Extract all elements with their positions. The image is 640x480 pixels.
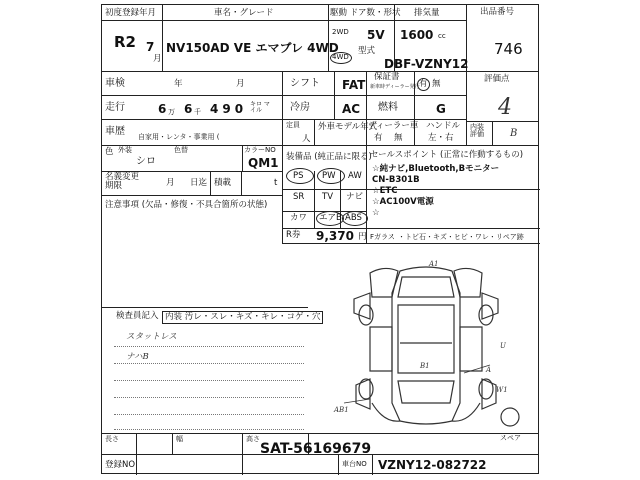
interior-value: B [510, 128, 518, 139]
equip-sr: SR [293, 192, 305, 202]
handle-label: ハンドル [426, 121, 461, 131]
score-value: 4 [498, 95, 512, 120]
lot-value: 746 [494, 40, 523, 58]
drive-4wd: 4WD [332, 53, 349, 61]
ac-label: 冷房 [290, 102, 310, 113]
score-label: 評価点 [484, 74, 510, 84]
inspector-note-1: スタットレス [126, 332, 177, 342]
load-unit: t [274, 178, 278, 188]
dealer-no: 無 [394, 133, 403, 143]
inspection-month-unit: 月 [236, 79, 245, 89]
history-sub: 自家用・レンタ・事業用 ( [138, 133, 220, 141]
sales-line-3: ☆ETC [372, 186, 398, 196]
color-change-label: 色替 [174, 146, 188, 154]
watermark: SAT-56169679 [260, 441, 372, 457]
color-exterior-label: 外装 [118, 146, 132, 154]
inspector-line-2 [114, 363, 304, 364]
interior-label: 内装 評価 [470, 123, 484, 138]
drive-door-label: 駆動 ドア数・形状 [330, 8, 401, 18]
length-label: 長さ [105, 435, 119, 443]
equip-ps: PS [293, 171, 304, 181]
sketch-mark-w1: W1 [496, 386, 508, 394]
mileage-unit-1: 万 [168, 108, 175, 116]
height-label: 高さ [246, 435, 260, 443]
ac-value: AC [342, 102, 361, 116]
equip-abs: ABS [345, 213, 362, 223]
dealer-label: ディーラー車 [368, 121, 419, 131]
drive-2wd: 2WD [332, 28, 349, 36]
inspector-line-4 [114, 397, 304, 398]
spare-label: スペア [500, 434, 521, 442]
recycle-value: 9,370 [316, 229, 354, 243]
inspector-line-6 [114, 429, 304, 430]
door-value: 5V [367, 28, 385, 42]
load-label: 積載 [214, 178, 232, 188]
name-grade-label: 車名・グレード [214, 8, 274, 18]
equip-pw: PW [322, 171, 336, 181]
inspector-tags: 内装 汚レ・スレ・キズ・キレ・コゲ・穴 [162, 311, 323, 324]
history-label: 車歴 [105, 126, 125, 137]
warranty-sub: 新車時ディーラー発行 [370, 84, 420, 90]
chassis-value: VZNY12-082722 [378, 458, 487, 472]
sketch-mark-a1: A1 [429, 260, 439, 268]
mileage-value-1: 6 [158, 102, 167, 116]
sales-line-2: CN-B301B [372, 175, 420, 185]
warranty-no: 無 [432, 79, 441, 89]
sales-line-5: ☆ [372, 208, 380, 218]
inspector-line-5 [114, 414, 304, 415]
warranty-label: 保証書 [374, 72, 400, 82]
handle-value: 左・右 [428, 133, 454, 143]
name-grade-value: NV150AD VE エマブレ 4WD [166, 41, 339, 55]
name-change-label: 名義変更 期限 [105, 172, 140, 191]
recycle-unit: 円 [358, 232, 367, 242]
color-label: 色 [105, 147, 114, 157]
reg-month-value: 7 [146, 40, 155, 54]
sales-line-1: ☆純ナビ,Bluetooth,Bモニター [372, 164, 500, 174]
displacement-value: 1600 [400, 28, 434, 42]
sales-line-4: ☆AC100V電源 [372, 197, 434, 207]
recycle-label: R券 [286, 230, 301, 240]
capacity-unit: 人 [302, 134, 311, 144]
inspector-line-1 [114, 346, 304, 347]
equip-navi: ナビ [346, 192, 364, 202]
displacement-label: 排気量 [414, 8, 440, 18]
reg-no-label: 登録NO [105, 460, 136, 470]
chassis-label: 車台NO [342, 460, 367, 468]
width-label: 幅 [176, 435, 183, 443]
color-no-label: カラーNO [244, 146, 276, 154]
sketch-mark-a: A [486, 366, 492, 374]
inspector-label: 検査員記入 [116, 311, 159, 321]
glass-label: Fガラス [370, 233, 395, 241]
sales-label: セールスポイント (正常に作動するもの) [370, 150, 524, 160]
color-no-value: QM1 [248, 156, 279, 170]
reg-month-unit: 月 [153, 54, 162, 64]
sketch-mark-ab1: AB1 [334, 406, 349, 414]
auction-sheet [101, 4, 539, 474]
mileage-unit-3: キロ マイル [250, 101, 270, 114]
name-change-month: 月 [166, 178, 175, 188]
notes-label: 注意事項 (欠品・修復・不具合箇所の状態) [105, 200, 268, 210]
mileage-label: 走行 [105, 102, 125, 113]
color-exterior-value: シロ [136, 156, 156, 167]
inspection-label: 車検 [105, 78, 125, 89]
glass-items: ・トビ石・キズ・ヒビ・ワレ・リペア跡 [398, 233, 524, 241]
lot-label: 出品番号 [480, 7, 515, 17]
shift-value: FAT [342, 78, 366, 92]
inspection-year-unit: 年 [174, 79, 183, 89]
capacity-label: 定員 [286, 121, 300, 129]
reg-year-value: R2 [114, 33, 136, 51]
equip-aw: AW [348, 171, 362, 181]
shift-label: シフト [290, 78, 320, 89]
name-change-day: 日迄 [190, 178, 208, 188]
sketch-mark-b1: B1 [420, 362, 430, 370]
inspector-note-2: ナハB [126, 352, 149, 362]
reg-year-label: 初度登録年月 [105, 8, 157, 18]
warranty-yes: 有 [419, 79, 428, 89]
displacement-unit: cc [438, 32, 446, 40]
equip-tv: TV [322, 192, 334, 202]
fuel-label: 燃料 [378, 102, 398, 113]
equip-airbag: エアB [319, 213, 342, 223]
mileage-unit-2: 千 [194, 108, 201, 116]
foreign-model-label: 外車モデル年式 [318, 122, 378, 132]
model-label: 型式 [358, 46, 376, 56]
mileage-value-3: 490 [210, 102, 248, 116]
fuel-value: G [436, 102, 446, 116]
dealer-yes: 有 [374, 133, 383, 143]
inspector-line-3 [114, 380, 304, 381]
sketch-mark-u: U [500, 342, 506, 350]
model-value: DBF-VZNY12 [384, 57, 469, 71]
equip-label: 装備品 (純正品に限る) [286, 152, 372, 162]
equip-leather: カワ [290, 213, 308, 223]
mileage-value-2: 6 [184, 102, 193, 116]
